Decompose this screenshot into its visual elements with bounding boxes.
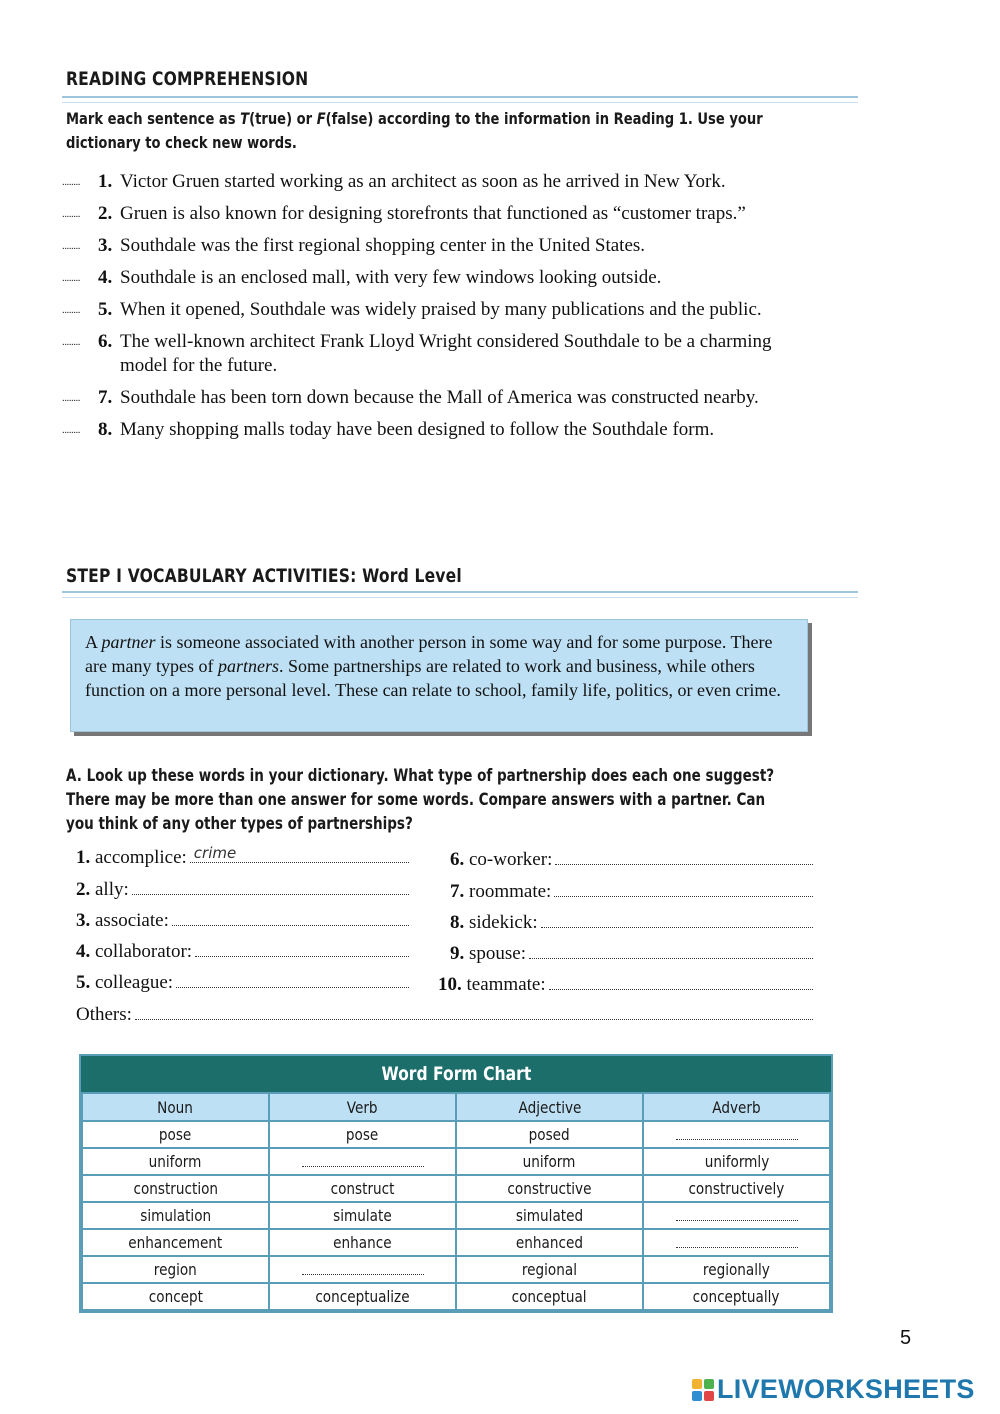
- item-number: 8.: [450, 912, 465, 933]
- item-number: 6.: [98, 331, 113, 352]
- answer-blank[interactable]: ........: [62, 272, 80, 284]
- tf-item-1: [62, 170, 822, 194]
- cell-adjective: regional: [456, 1256, 643, 1283]
- item-number: 7.: [450, 881, 465, 902]
- cell-noun: region: [82, 1256, 269, 1283]
- cell-adjective: uniform: [456, 1148, 643, 1175]
- page-number: 5: [900, 1327, 912, 1349]
- table-row: [82, 1283, 830, 1310]
- answer-field[interactable]: [190, 846, 409, 863]
- statement-text: Victor Gruen started working as an architect as soon as he arrived in New York.: [120, 171, 726, 192]
- vocab-word: sidekick:: [469, 912, 538, 933]
- table-row: [82, 1175, 830, 1202]
- tf-item-7: [62, 386, 822, 410]
- logo-square: [692, 1379, 702, 1389]
- liveworksheets-logo[interactable]: [692, 1374, 975, 1405]
- answer-field[interactable]: [555, 848, 813, 865]
- cell-adverb-blank[interactable]: [643, 1229, 830, 1256]
- vocab-item-5: [76, 971, 409, 994]
- vocab-item-7: [450, 880, 813, 903]
- box-term: partner: [101, 632, 156, 652]
- answer-field[interactable]: [172, 909, 409, 926]
- answer-field[interactable]: [549, 973, 813, 990]
- cell-adverb: conceptually: [643, 1283, 830, 1310]
- statement-text: Many shopping malls today have been designed to follow the Southdale form.: [120, 419, 715, 440]
- word-form-chart: [79, 1054, 833, 1313]
- vocab-word: ally:: [95, 879, 129, 900]
- answer-field[interactable]: [529, 942, 813, 959]
- item-number: 5.: [98, 299, 113, 320]
- statement-text: Southdale has been torn down because the Mall of America was constructed nearby.: [120, 387, 759, 408]
- item-number: 10.: [438, 974, 462, 995]
- reading-comprehension-heading: READING COMPREHENSION: [66, 68, 309, 90]
- cell-noun: uniform: [82, 1148, 269, 1175]
- vocab-item-4: [76, 940, 409, 963]
- vocab-word: associate:: [95, 910, 169, 931]
- cell-adverb-blank[interactable]: [643, 1202, 830, 1229]
- cell-noun: pose: [82, 1121, 269, 1148]
- table-row: [82, 1229, 830, 1256]
- others-label: Others:: [76, 1004, 132, 1025]
- answer-blank[interactable]: ........: [62, 392, 80, 404]
- column-header-adverb: Adverb: [643, 1093, 830, 1121]
- vocabulary-heading: [66, 565, 462, 587]
- box-term-plural: partners: [217, 656, 279, 676]
- false-letter: F: [316, 109, 326, 128]
- others-item: [76, 1003, 813, 1026]
- or-word: or: [292, 109, 317, 128]
- logo-square: [704, 1391, 714, 1401]
- table-row: [82, 1148, 830, 1175]
- statement-text: When it opened, Southdale was widely praised by many publications and the public.: [120, 299, 762, 320]
- table-row: [82, 1256, 830, 1283]
- true-letter: T: [240, 109, 250, 128]
- others-answer-field[interactable]: [135, 1003, 813, 1020]
- item-number: 3.: [98, 235, 113, 256]
- statement-text: Gruen is also known for designing storefronts that functioned as “customer traps.”: [120, 203, 746, 224]
- vocab-word: co-worker:: [469, 849, 553, 870]
- item-number: 2.: [98, 203, 113, 224]
- item-number: 7.: [98, 387, 113, 408]
- answer-text: crime: [193, 844, 237, 862]
- cell-adjective: posed: [456, 1121, 643, 1148]
- column-header-verb: Verb: [269, 1093, 456, 1121]
- cell-verb-blank[interactable]: [269, 1148, 456, 1175]
- logo-square: [704, 1379, 714, 1389]
- true-false-list: [62, 170, 822, 442]
- tf-item-2: [62, 202, 822, 226]
- cell-adverb-blank[interactable]: [643, 1121, 830, 1148]
- cell-verb-blank[interactable]: [269, 1256, 456, 1283]
- vocabulary-heading-main: STEP I VOCABULARY ACTIVITIES:: [66, 565, 363, 587]
- statement-text: Southdale was the first regional shopping center in the United States.: [120, 235, 646, 256]
- tf-item-5: [62, 298, 822, 322]
- table-header-row: [82, 1093, 830, 1121]
- answer-blank[interactable]: ........: [62, 424, 80, 436]
- vocab-item-9: [450, 942, 813, 965]
- box-text: A: [85, 632, 102, 652]
- answer-blank[interactable]: ........: [62, 176, 80, 188]
- answer-field[interactable]: [554, 880, 813, 897]
- cell-verb: enhance: [269, 1229, 456, 1256]
- cell-verb: conceptualize: [269, 1283, 456, 1310]
- logo-text: LIVEWORKSHEETS: [717, 1374, 975, 1404]
- vocab-word: spouse:: [469, 943, 526, 964]
- item-number: 9.: [450, 943, 465, 964]
- cell-adjective: simulated: [456, 1202, 643, 1229]
- vocab-word: accomplice:: [95, 847, 187, 868]
- heading-rule: [62, 591, 858, 598]
- vocab-item-2: [76, 878, 409, 901]
- instruction-text-end: according to the information in Reading 1. Use your dictionary to check new words.: [66, 109, 763, 152]
- chart-title: Word Form Chart: [81, 1056, 831, 1092]
- column-header-noun: Noun: [82, 1093, 269, 1121]
- table-row: [82, 1202, 830, 1229]
- logo-square: [692, 1391, 702, 1401]
- vocab-item-8: [450, 911, 813, 934]
- reading-instruction: [66, 107, 788, 155]
- cell-adjective: constructive: [456, 1175, 643, 1202]
- vocabulary-instruction: A. Look up these words in your dictionary. What type of partnership does each one suggest? There may be more than one answer for some words. Compare answers with a partner. Can you think of any other types of partnerships?: [66, 766, 775, 833]
- cell-noun: concept: [82, 1283, 269, 1310]
- false-word: (false): [325, 109, 374, 128]
- answer-blank[interactable]: ........: [62, 208, 80, 220]
- item-number: 5.: [76, 972, 91, 993]
- table-row: [82, 1121, 830, 1148]
- vocab-item-6: [450, 848, 813, 871]
- answer-field[interactable]: [132, 878, 409, 895]
- partner-definition-box: [70, 619, 808, 732]
- cell-adjective: enhanced: [456, 1229, 643, 1256]
- item-number: 6.: [450, 849, 465, 870]
- vocab-word: colleague:: [95, 972, 174, 993]
- item-number: 2.: [76, 879, 91, 900]
- word-form-table: [81, 1092, 831, 1311]
- answer-blank[interactable]: ........: [62, 240, 80, 252]
- box-text: . Some partnerships are related to work and business, while others function on a more personal level. These can relate to school, family life, politics, or even crime.: [85, 656, 781, 700]
- vocab-word: roommate:: [469, 881, 552, 902]
- answer-field[interactable]: [541, 911, 813, 928]
- item-number: 4.: [76, 941, 91, 962]
- tf-item-6: [62, 330, 822, 378]
- answer-blank[interactable]: ........: [62, 336, 80, 348]
- answer-field[interactable]: [176, 971, 409, 988]
- heading-rule: [62, 96, 858, 103]
- cell-noun: construction: [82, 1175, 269, 1202]
- statement-text: The well-known architect Frank Lloyd Wright considered Southdale to be a charming model for the future.: [120, 331, 772, 376]
- vocab-item-3: [76, 909, 409, 932]
- column-header-adjective: Adjective: [456, 1093, 643, 1121]
- item-number: 3.: [76, 910, 91, 931]
- item-number: 1.: [98, 171, 113, 192]
- true-word: (true): [249, 109, 293, 128]
- tf-item-3: [62, 234, 822, 258]
- tf-item-8: [62, 418, 822, 442]
- cell-noun: enhancement: [82, 1229, 269, 1256]
- instruction-text: Mark each sentence as: [66, 109, 241, 128]
- cell-verb: construct: [269, 1175, 456, 1202]
- vocabulary-heading-sub: Word Level: [362, 565, 462, 587]
- cell-adverb: uniformly: [643, 1148, 830, 1175]
- vocab-word: collaborator:: [95, 941, 193, 962]
- item-number: 8.: [98, 419, 113, 440]
- answer-field[interactable]: [195, 940, 409, 957]
- cell-adjective: conceptual: [456, 1283, 643, 1310]
- statement-text: Southdale is an enclosed mall, with very few windows looking outside.: [120, 267, 662, 288]
- cell-adverb: regionally: [643, 1256, 830, 1283]
- cell-noun: simulation: [82, 1202, 269, 1229]
- answer-blank[interactable]: ........: [62, 304, 80, 316]
- item-number: 4.: [98, 267, 113, 288]
- item-number: 1.: [76, 847, 91, 868]
- tf-item-4: [62, 266, 822, 290]
- vocab-item-1: [76, 846, 409, 869]
- vocab-word: teammate:: [466, 974, 546, 995]
- cell-adverb: constructively: [643, 1175, 830, 1202]
- liveworksheets-logo-icon: [692, 1379, 714, 1401]
- cell-verb: pose: [269, 1121, 456, 1148]
- box-text: is someone associated with another person in some way and for some purpose. There are many types of: [85, 632, 773, 676]
- cell-verb: simulate: [269, 1202, 456, 1229]
- vocab-item-10: [438, 973, 813, 996]
